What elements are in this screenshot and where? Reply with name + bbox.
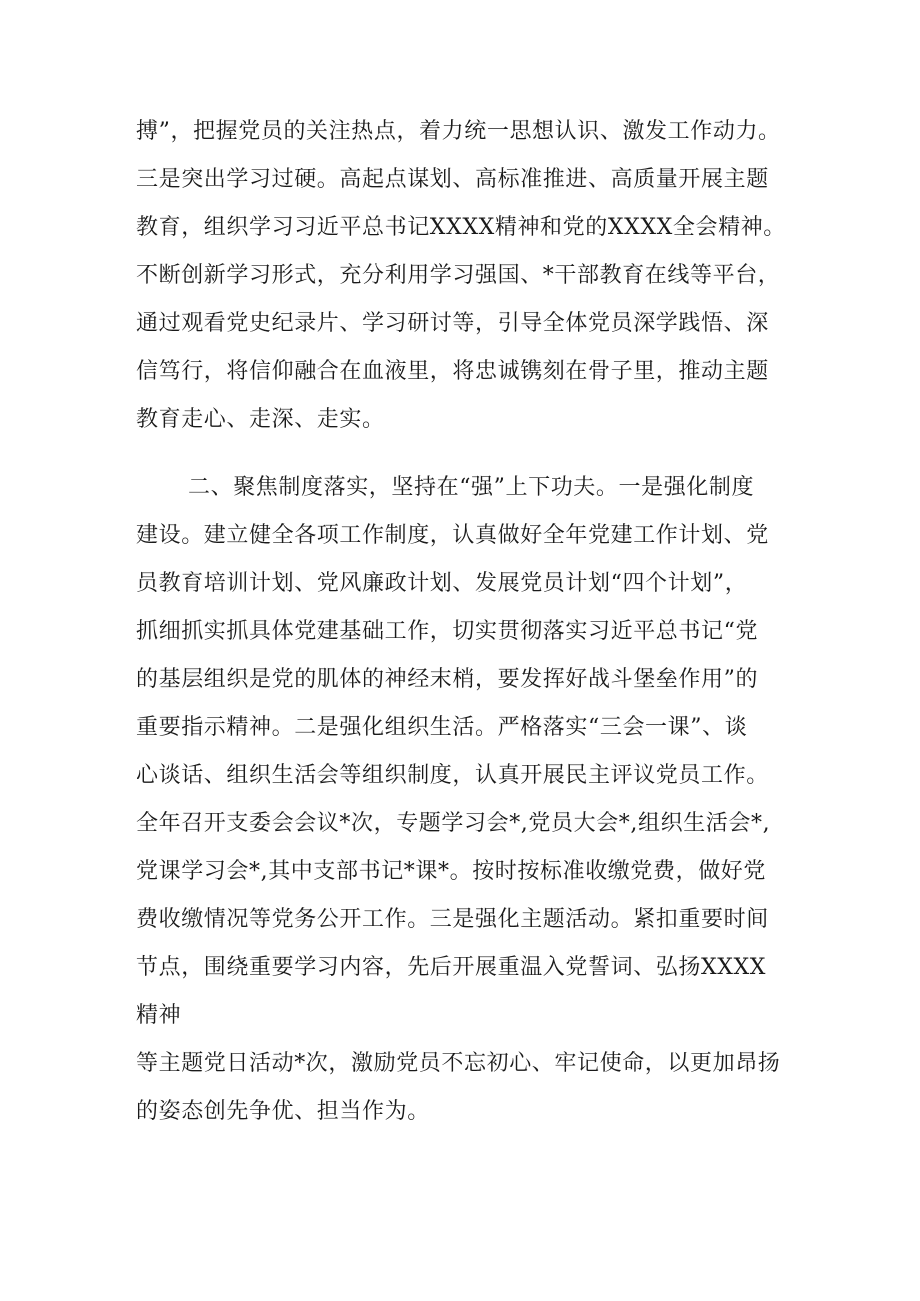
text-line: 教育，组织学习习近平总书记XXXX精神和党的XXXX全会精神。	[136, 215, 786, 240]
text-line: 的基层组织是党的肌体的神经末梢，要发挥好战斗堡垒作用”的	[136, 667, 759, 692]
text-line: 建设。建立健全各项工作制度，认真做好全年党建工作计划、党	[136, 523, 769, 548]
section-heading-line: 二、聚焦制度落实，坚持在“强”上下功夫。一是强化制度	[188, 475, 755, 500]
text-line: 不断创新学习形式，充分利用学习强国、*干部教育在线等平台，	[136, 263, 781, 288]
text-line: 教育走心、走深、走实。	[136, 407, 385, 432]
text-line: 三是突出学习过硬。高起点谋划、高标准推进、高质量开展主题	[136, 167, 769, 192]
text-line: 员教育培训计划、党风廉政计划、发展党员计划“四个计划”，	[136, 571, 748, 596]
text-line	[136, 1136, 796, 1184]
text-line: 精神	[136, 1003, 182, 1028]
text-line: 信笃行，将信仰融合在血液里，将忠诚镌刻在骨子里，推动主题	[136, 359, 769, 384]
text-line: 等主题党日活动*次，激励党员不忘初心、牢记使命，以更加昂扬	[136, 1051, 781, 1076]
text-line: 搏”，把握党员的关注热点，着力统一思想认识、激发工作动力。	[136, 119, 781, 144]
text-line: 通过观看党史纪录片、学习研讨等，引导全体党员深学践悟、深	[136, 311, 769, 336]
text-line: 抓细抓实抓具体党建基础工作，切实贯彻落实习近平总书记“党	[136, 619, 759, 644]
paragraph-institution	[136, 464, 796, 1184]
text-line: 心谈话、组织生活会等组织制度，认真开展民主评议党员工作。	[136, 763, 769, 788]
text-line: 党课学习会*,其中支部书记*课*。按时按标准收缴党费，做好党	[136, 859, 766, 884]
text-line: 全年召开支委会会议*次，专题学习会*,党员大会*,组织生活会*,	[136, 811, 771, 836]
text-line: 费收缴情况等党务公开工作。三是强化主题活动。紧扣重要时间	[136, 907, 769, 932]
text-line: 重要指示精神。二是强化组织生活。严格落实“三会一课”、谈	[136, 715, 748, 740]
paragraph-study	[136, 108, 796, 444]
text-line: 的姿态创先争优、担当作为。	[136, 1099, 430, 1124]
text-line: 节点，围绕重要学习内容，先后开展重温入党誓词、弘扬XXXX	[136, 955, 767, 980]
